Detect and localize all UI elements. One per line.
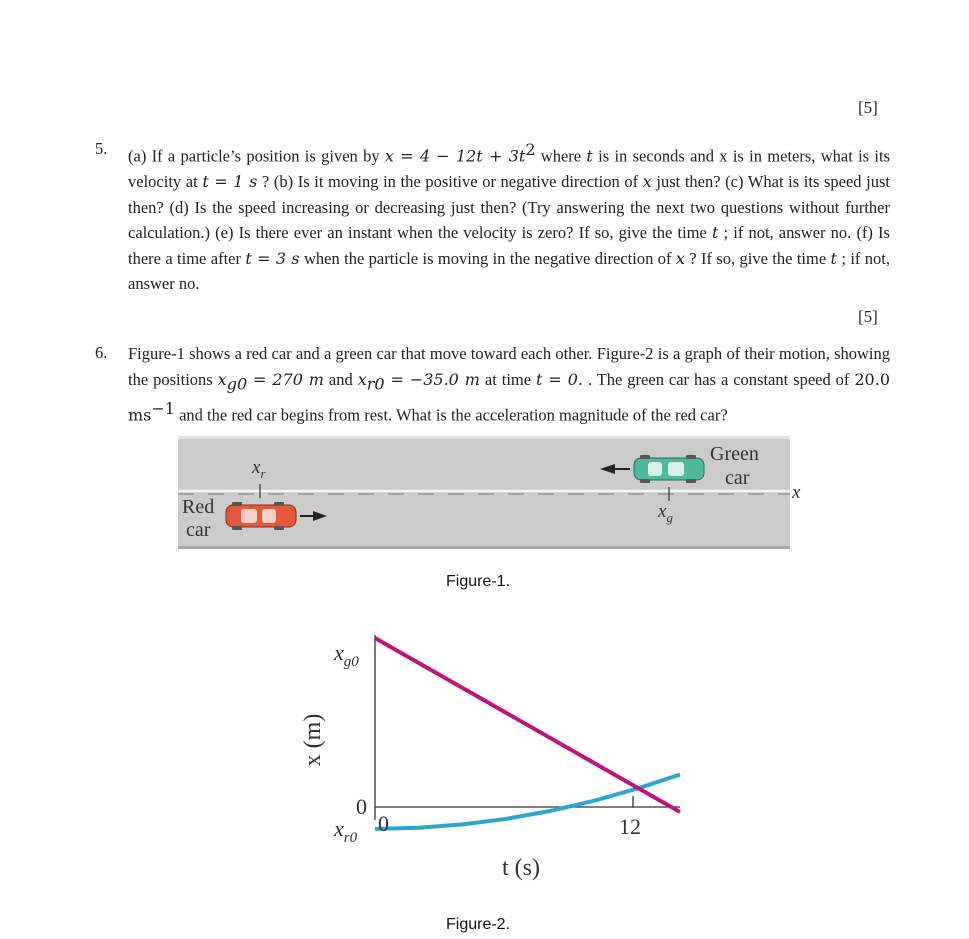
- q6-marks: [5]: [858, 307, 878, 326]
- figure-2-caption: Figure-2.: [446, 916, 511, 933]
- y-axis-label: x (m): [300, 713, 326, 767]
- q5-equation: x = 4 − 12t + 3t: [384, 146, 526, 166]
- figure-1-caption: Figure-1.: [446, 573, 511, 590]
- road: [178, 436, 790, 549]
- zero-x-tick-label: 0: [378, 811, 389, 836]
- xg0-tick-label: $x_{g0}$: [334, 640, 359, 670]
- x-axis-label: t (s): [502, 855, 540, 881]
- xr0-tick-label: $x_{r0}$: [334, 816, 358, 846]
- figure-1: [170, 432, 820, 554]
- zero-y-tick-label: 0: [356, 794, 367, 819]
- q5-text: (a) If a particle’s position is given by $x = 4 - 12t + 3t^2$ where t is in seconds and x is in meters, what is its velocity at t = 1 s ? (b) Is it moving in the positive or negative direction of x just then? (c) What is its speed just then? (d) Is the speed increasing or decreasing just then? (Try answering the next two questions without further calculation.) (e) Is there ever an instant when the velocity is zero? If so, give the time t ; if not, answer no. (f) Is there a time after t = 3 s when the particle is moving in the negative direction of x ? If so, give the time t ; if not, answer no.: [128, 140, 891, 293]
- red-car-icon: [226, 502, 296, 530]
- tick-12-label: 12: [619, 814, 641, 839]
- red-car-label-1: Red: [182, 496, 215, 518]
- q5-number: 5.: [95, 139, 108, 158]
- green-car-label-1: Green: [710, 443, 759, 465]
- series-green-car-line: [375, 638, 680, 812]
- xg-label: $x_g$: [658, 501, 673, 525]
- green-car-icon: [634, 455, 704, 483]
- xr-label: $x_r$: [252, 457, 266, 481]
- q6-text: Figure-1 shows a red car and a green car that move toward each other. Figure-2 is a graph of their motion, showing the positions $x_{g0} = 270$ m and $x_{r0} = -35.0$ m at time t = 0. . The green car has a constant speed of 20.0 $ms^{-1}$ and the red car begins from rest. What is the acceleration magnitude of the red car?: [128, 344, 890, 425]
- x-axis-label: x: [792, 482, 801, 503]
- red-car-label-2: car: [186, 519, 211, 541]
- figure-2-chart: [270, 620, 710, 895]
- green-car-label-2: car: [725, 467, 750, 489]
- q5-marks: [5]: [858, 98, 878, 117]
- q6-number: 6.: [95, 343, 108, 362]
